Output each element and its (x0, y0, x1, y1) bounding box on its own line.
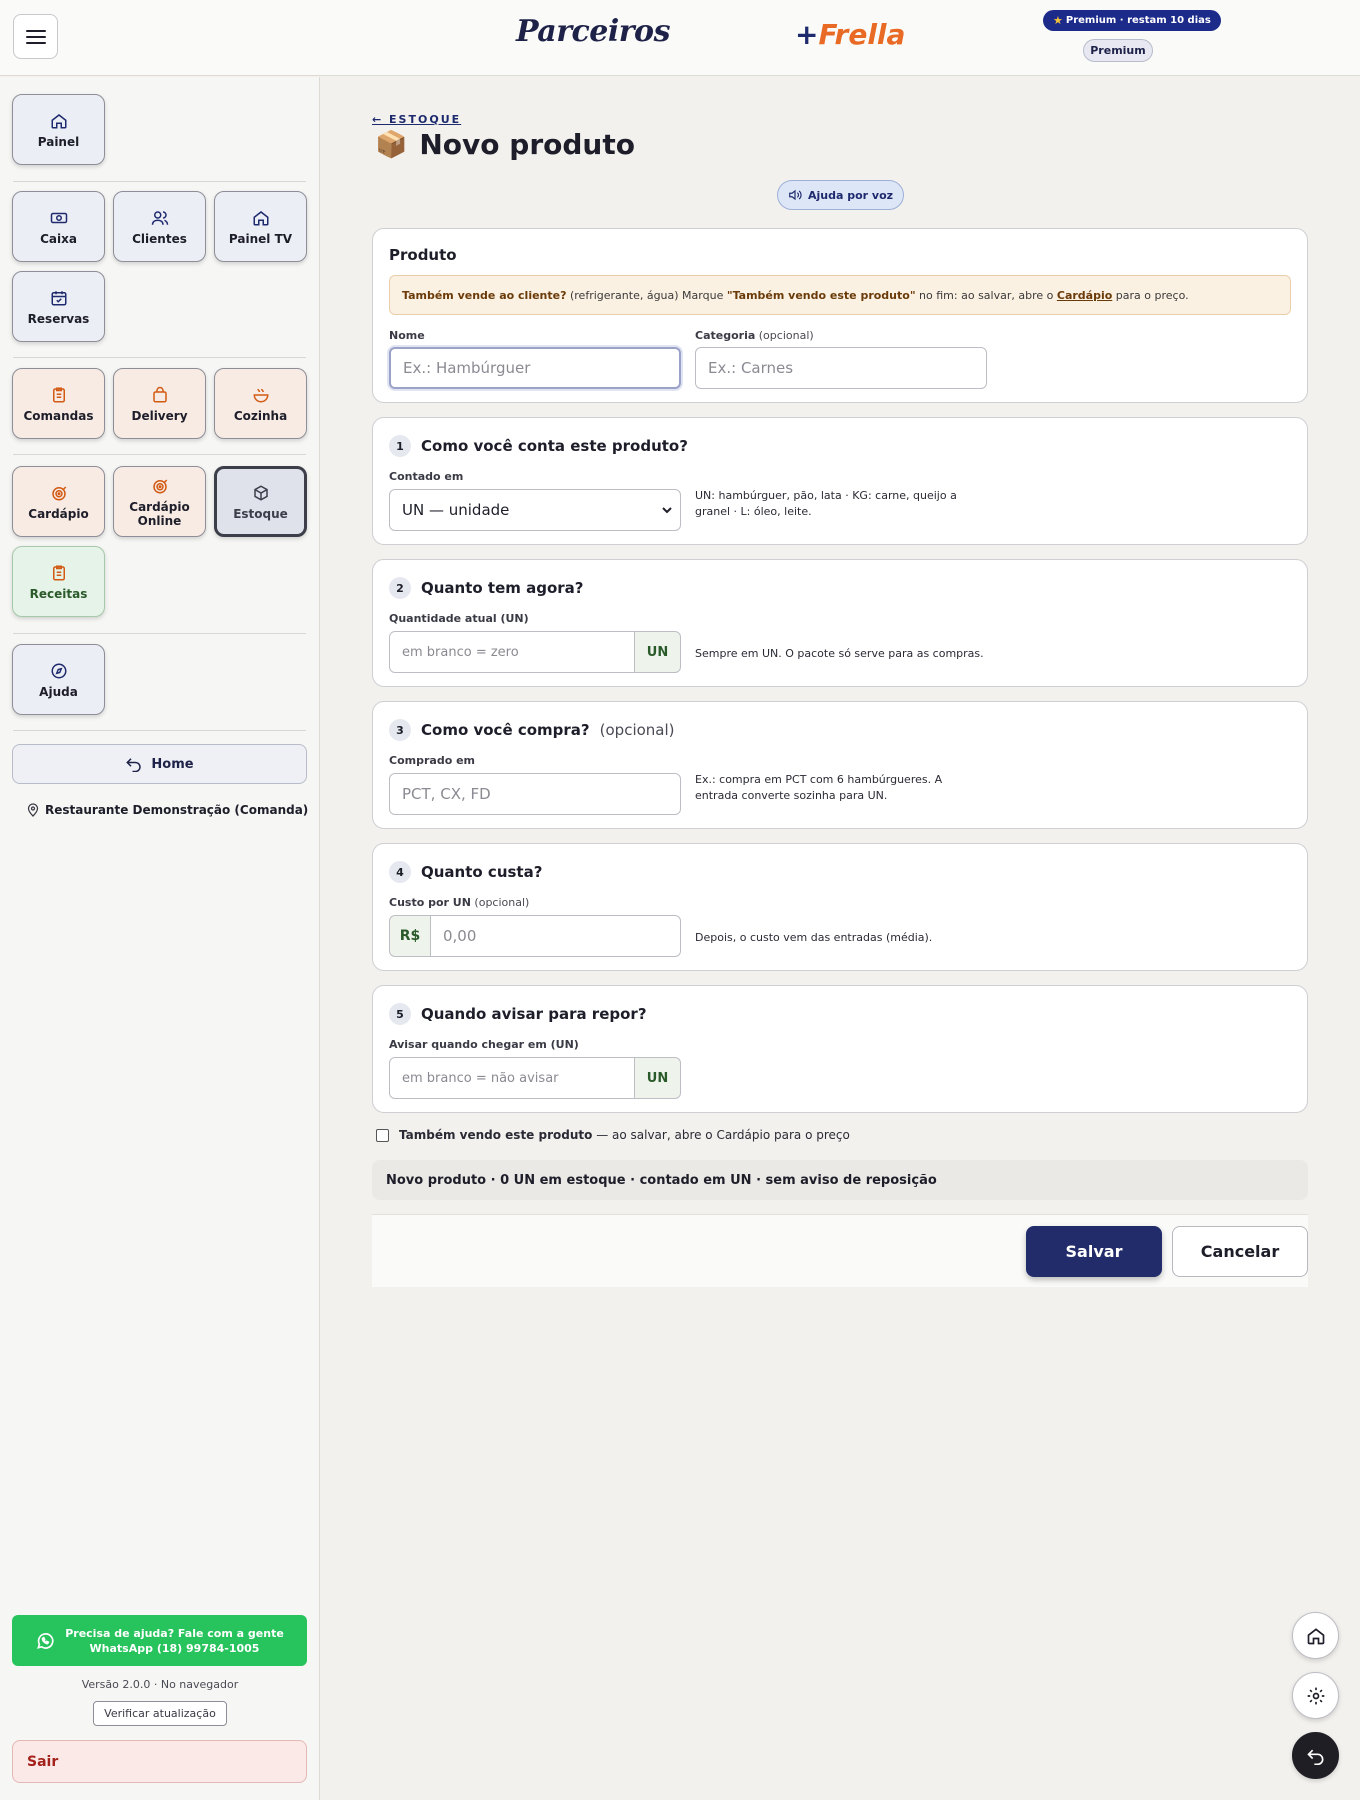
undo-arrow-icon (1306, 1747, 1326, 1765)
cancel-button[interactable]: Cancelar (1172, 1226, 1308, 1277)
home-button[interactable]: Home (12, 744, 307, 784)
compass-icon (49, 661, 69, 681)
sell-notice: Também vende ao cliente? (refrigerante, água) Marque "Também vendo este produto" no fim: ao salvar, abre o Cardápio para o preço. (389, 275, 1291, 315)
menu-button[interactable] (13, 14, 58, 59)
product-summary: Novo produto · 0 UN em estoque · contado em UN · sem aviso de reposição (372, 1160, 1308, 1200)
calendar-icon (49, 288, 69, 308)
logout-button[interactable]: Sair (12, 1740, 307, 1783)
clipboard-icon (49, 385, 69, 405)
top-bar (0, 0, 1360, 76)
current-quantity-input[interactable]: em branco = zero (389, 631, 635, 673)
sidebar-item-clientes[interactable]: Clientes (113, 191, 206, 262)
sidebar-item-painel-tv[interactable]: Painel TV (214, 191, 307, 262)
undo-arrow-icon (125, 756, 143, 772)
verify-update-button[interactable]: Verificar atualização (93, 1701, 227, 1726)
unit-suffix: UN (634, 631, 681, 673)
sidebar-item-painel[interactable]: Painel (12, 94, 105, 165)
sell-product-option: Também vendo este produto — ao salvar, abre o Cardápio para o preço (376, 1128, 850, 1142)
step-4-card: 4 Quanto custa? Custo por UN (opcional) R$ 0,00 Depois, o custo vem das entradas (média). (372, 843, 1308, 971)
hamburger-icon (26, 29, 46, 45)
settings-fab-button[interactable] (1292, 1672, 1339, 1719)
home-icon (49, 111, 69, 131)
produto-card: Produto Também vende ao cliente? (refrigerante, água) Marque "Também vendo este produto" no fim: ao salvar, abre o Cardápio para o preço. Nome Ex.: Hambúrguer Categoria (opcional) Ex.: Carnes (372, 228, 1308, 403)
sidebar (0, 77, 320, 1800)
sell-product-checkbox[interactable] (376, 1129, 389, 1142)
sidebar-item-cardapio[interactable]: Cardápio (12, 466, 105, 537)
whatsapp-help-button[interactable]: Precisa de ajuda? Fale com a gente WhatsApp (18) 99784-1005 (12, 1615, 307, 1666)
sidebar-item-cozinha[interactable]: Cozinha (214, 368, 307, 439)
step-1-card: 1 Como você conta este produto? Contado em UN — unidade UN: hambúrguer, pão, lata · KG: carne, queijo a granel · L: óleo, leite. (372, 417, 1308, 545)
whatsapp-icon (35, 1631, 55, 1651)
unit-suffix: UN (634, 1057, 681, 1099)
premium-status-pill: ★ Premium · restam 10 dias (1043, 10, 1221, 31)
sidebar-item-comandas[interactable]: Comandas (12, 368, 105, 439)
currency-prefix: R$ (389, 915, 431, 957)
cost-input[interactable]: 0,00 (430, 915, 681, 957)
sidebar-item-receitas[interactable]: Receitas (12, 546, 105, 617)
restaurant-location: Restaurante Demonstração (Comanda) (27, 803, 308, 817)
home-icon (251, 208, 271, 228)
home-icon (1306, 1626, 1326, 1646)
target-icon (49, 483, 69, 503)
step-5-card: 5 Quando avisar para repor? Avisar quando chegar em (UN) em branco = não avisar UN (372, 985, 1308, 1113)
parceiros-logo: Parceiros (516, 14, 670, 49)
cardapio-link[interactable]: Cardápio (1056, 288, 1113, 302)
voice-help-button[interactable]: Ajuda por voz (777, 180, 904, 210)
step-3-card: 3 Como você compra? (opcional) Comprado em PCT, CX, FD Ex.: compra em PCT com 6 hambúrgueres. A entrada converte sozinha para UN. (372, 701, 1308, 829)
target-icon (150, 476, 170, 496)
frella-logo: +Frella (795, 18, 906, 51)
gear-icon (1306, 1686, 1326, 1706)
sidebar-item-cardapio-online[interactable]: Cardápio Online (113, 466, 206, 537)
sidebar-item-estoque[interactable]: Estoque (214, 466, 307, 537)
back-to-estoque-link[interactable]: ← ESTOQUE (372, 113, 462, 126)
package-icon: 📦 (375, 129, 408, 160)
cup-icon (251, 385, 271, 405)
back-fab-button[interactable] (1292, 1732, 1339, 1779)
form-actions (372, 1214, 1308, 1287)
sidebar-item-caixa[interactable]: Caixa (12, 191, 105, 262)
version-text: Versão 2.0.0 · No navegador (81, 1678, 239, 1691)
map-pin-icon (27, 803, 39, 817)
speaker-icon (788, 189, 802, 201)
sidebar-item-reservas[interactable]: Reservas (12, 271, 105, 342)
category-input[interactable]: Ex.: Carnes (695, 347, 987, 389)
clipboard-icon (49, 563, 69, 583)
box-icon (251, 483, 271, 503)
purchase-unit-input[interactable]: PCT, CX, FD (389, 773, 681, 815)
users-icon (150, 208, 170, 228)
chevron-down-icon (662, 505, 672, 515)
home-fab-button[interactable] (1292, 1612, 1339, 1659)
save-button[interactable]: Salvar (1026, 1226, 1162, 1277)
reorder-threshold-input[interactable]: em branco = não avisar (389, 1057, 635, 1099)
cash-icon (49, 208, 69, 228)
step-2-card: 2 Quanto tem agora? Quantidade atual (UN) em branco = zero UN Sempre em UN. O pacote só serve para as compras. (372, 559, 1308, 687)
sidebar-item-ajuda[interactable]: Ajuda (12, 644, 105, 715)
page-title: 📦 Novo produto (375, 128, 635, 161)
unit-select[interactable]: UN — unidade (389, 489, 681, 531)
sidebar-item-delivery[interactable]: Delivery (113, 368, 206, 439)
name-input[interactable]: Ex.: Hambúrguer (389, 347, 681, 389)
star-icon: ★ (1053, 14, 1063, 27)
bag-icon (150, 385, 170, 405)
premium-badge[interactable]: Premium (1083, 39, 1153, 62)
